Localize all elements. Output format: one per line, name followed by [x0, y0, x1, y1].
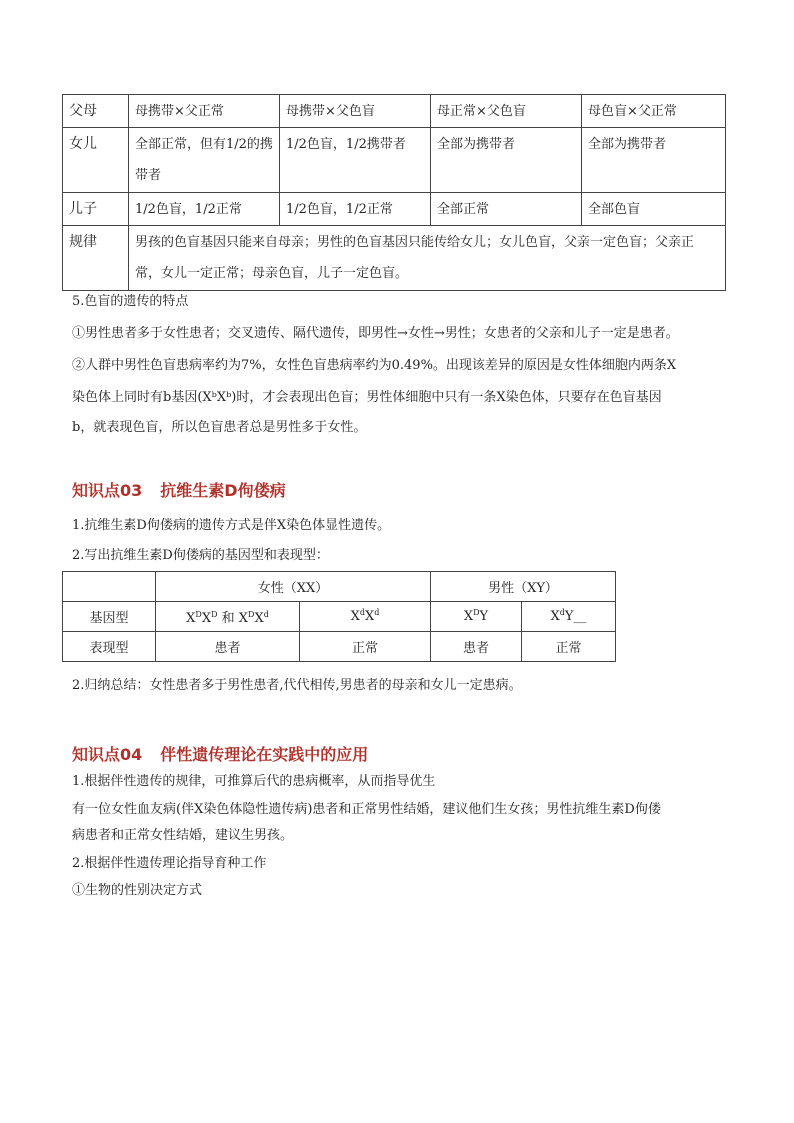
- genotype-cell: $X^dX^d$: [300, 602, 431, 632]
- phenotype-cell: 正常: [522, 632, 616, 662]
- table-cell: 全部正常: [431, 193, 582, 226]
- rickets-genotype-table: [62, 571, 616, 662]
- color-blindness-inheritance-table: [62, 94, 726, 291]
- section5-title: 5.色盲的遗传的特点: [72, 294, 189, 309]
- row-label: 规律: [63, 226, 129, 291]
- genotype-cell: $X^DX^D$ 和 $X^DX^d$: [156, 602, 300, 632]
- kp03-title: 抗维生素D佝偻病: [160, 481, 286, 500]
- kp03-heading: [72, 478, 286, 501]
- kp04-line1: 1.根据伴性遗传的规律，可推算后代的患病概率，从而指导优生: [72, 774, 436, 789]
- table-header-row: [63, 572, 616, 602]
- table-cell: 1/2色盲，1/2正常: [129, 193, 280, 226]
- female-header: 女性（XX）: [156, 572, 431, 602]
- kp04-line2: 有一位女性血友病(伴X染色体隐性遗传病)患者和正常男性结婚，建议他们生女孩；男性抗维生素D佝偻: [72, 802, 661, 817]
- rule-text: 男孩的色盲基因只能来自母亲；男性的色盲基因只能传给女儿；女儿色盲，父亲一定色盲；父亲正常，女儿一定正常；母亲色盲，儿子一定色盲。: [129, 226, 726, 291]
- header-cell: 母色盲×父正常: [582, 95, 726, 128]
- kp04-heading: [72, 742, 368, 765]
- genotype-cell: $X^DY$: [431, 602, 522, 632]
- table-cell: 全部为携带者: [431, 128, 582, 193]
- section5-item1: ①男性患者多于女性患者；交叉遗传、隔代遗传，即男性→女性→男性；女患者的父亲和儿子一定是患者。: [72, 326, 679, 341]
- row-label: 女儿: [63, 128, 129, 193]
- phenotype-cell: 患者: [431, 632, 522, 662]
- genotype-cell: $X^dY\_\_$: [522, 602, 616, 632]
- phenotype-cell: 正常: [300, 632, 431, 662]
- header-parents: 父母: [63, 95, 129, 128]
- phenotype-row: [63, 632, 616, 662]
- table-header-row: [63, 95, 726, 128]
- table-row-rule: [63, 226, 726, 291]
- header-cell: 母携带×父色盲: [280, 95, 431, 128]
- phenotype-cell: 患者: [156, 632, 300, 662]
- table-cell: 全部正常，但有1/2的携带者: [129, 128, 280, 193]
- kp04-number: 知识点04: [72, 745, 143, 764]
- table-cell: 全部为携带者: [582, 128, 726, 193]
- row-label: 儿子: [63, 193, 129, 226]
- table-cell: 1/2色盲，1/2正常: [280, 193, 431, 226]
- table-cell: 全部色盲: [582, 193, 726, 226]
- section5-item2-line1: ②人群中男性色盲患病率约为7%，女性色盲患病率约为0.49%。出现该差异的原因是女性体细胞内两条X: [72, 358, 677, 373]
- header-cell: 母携带×父正常: [129, 95, 280, 128]
- phenotype-label: 表现型: [63, 632, 156, 662]
- kp03-number: 知识点03: [72, 481, 143, 500]
- section5-item2-line2: 染色体上同时有b基因(XᵇXᵇ)时，才会表现出色盲；男性体细胞中只有一条X染色体，只要存在色盲基因: [72, 390, 662, 405]
- kp03-summary: 2.归纳总结：女性患者多于男性患者,代代相传,男患者的母亲和女儿一定患病。: [72, 678, 522, 693]
- table-cell: 1/2色盲，1/2携带者: [280, 128, 431, 193]
- kp04-line4: 2.根据伴性遗传理论指导育种工作: [72, 856, 267, 871]
- genotype-label: 基因型: [63, 602, 156, 632]
- kp04-title: 伴性遗传理论在实践中的应用: [160, 745, 369, 764]
- table-row-daughter: [63, 128, 726, 193]
- kp03-line1: 1.抗维生素D佝偻病的遗传方式是伴X染色体显性遗传。: [72, 518, 391, 533]
- table-cell-empty: [63, 572, 156, 602]
- kp04-line3: 病患者和正常女性结婚，建议生男孩。: [72, 828, 294, 843]
- section5-item2-line3: b，就表现色盲，所以色盲患者总是男性多于女性。: [72, 420, 367, 435]
- table-row-son: [63, 193, 726, 226]
- kp03-line2: 2.写出抗维生素D佝偻病的基因型和表现型：: [72, 548, 329, 563]
- genotype-row: [63, 602, 616, 632]
- header-cell: 母正常×父色盲: [431, 95, 582, 128]
- male-header: 男性（XY）: [431, 572, 616, 602]
- kp04-line5: ①生物的性别决定方式: [72, 883, 203, 898]
